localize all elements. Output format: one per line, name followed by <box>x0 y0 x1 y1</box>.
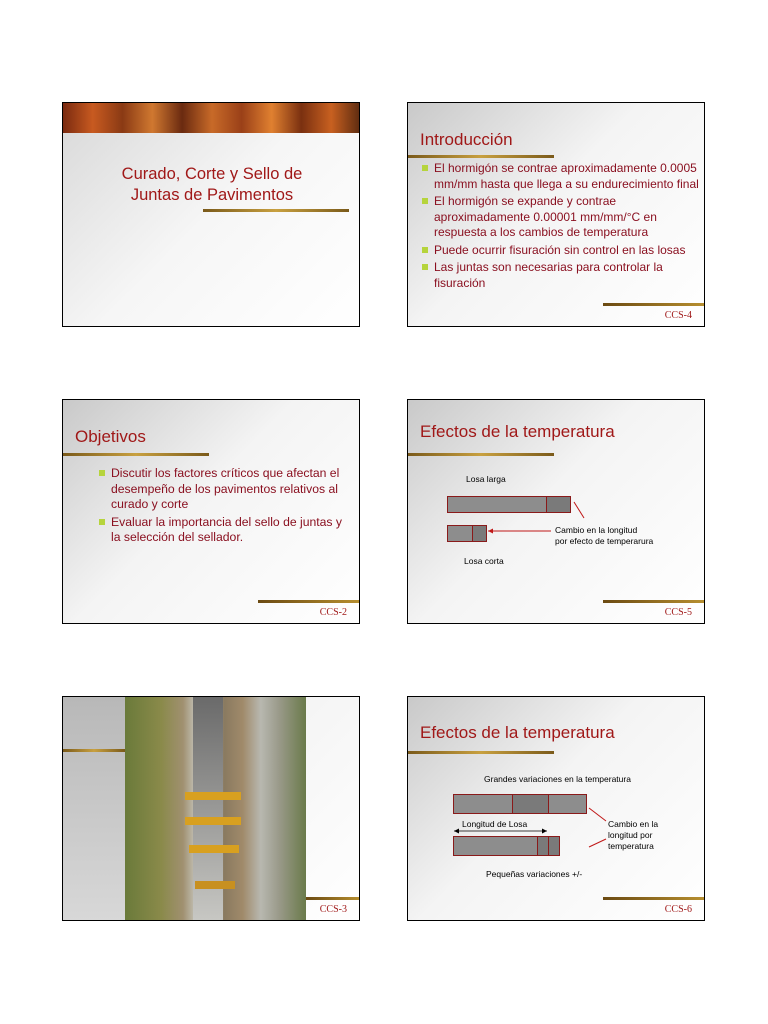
slide-3-divider <box>63 749 125 752</box>
bullet-square-icon <box>422 165 428 171</box>
paver-machine <box>195 881 235 889</box>
small-variation-expansion-mark <box>548 837 559 855</box>
bullet-text: El hormigón se expande y contrae aproximadamente 0.00001 mm/mm/°C en respuesta a los cambios de temperatura <box>434 194 657 239</box>
slide-1-divider <box>203 209 349 212</box>
bullet-item <box>422 260 700 291</box>
slide-4-footer: CCS-4 <box>664 310 692 321</box>
bullet-item <box>422 194 700 241</box>
dimension-and-pointer-arrows <box>408 697 705 921</box>
bullet-square-icon <box>422 198 428 204</box>
slide-4-divider <box>408 155 554 158</box>
slide-2-footer: CCS-2 <box>319 607 347 618</box>
slide-5-footer-line <box>603 600 705 603</box>
slide-6-title: Efectos de la temperatura <box>420 723 615 742</box>
small-variation-bar <box>453 836 560 856</box>
bullet-square-icon <box>99 519 105 525</box>
label-change-line2: por efecto de temperarura <box>555 536 654 546</box>
pointer-arrows <box>408 400 705 624</box>
bullet-square-icon <box>99 470 105 476</box>
label-slab-length: Longitud de Losa <box>462 819 528 829</box>
slide-2-bullets <box>99 466 351 548</box>
bullet-item <box>99 515 351 546</box>
slide-4-bullets <box>422 161 700 293</box>
slide-5-title: Efectos de la temperatura <box>420 422 615 441</box>
label-change-line3: temperatura <box>608 841 654 851</box>
label-long-slab: Losa larga <box>466 474 506 484</box>
slide-1 <box>62 102 360 327</box>
slide-2-footer-line <box>258 600 360 603</box>
slide-2-title: Objetivos <box>75 427 146 446</box>
bullet-item <box>422 243 700 259</box>
label-change-line2: longitud por <box>608 830 653 840</box>
label-change-length <box>555 525 653 547</box>
label-change-length <box>608 819 658 852</box>
bullet-text: Discutir los factores críticos que afectan el desempeño de los pavimentos relativos al curado y corte <box>111 466 340 511</box>
slide-1-title <box>63 164 360 206</box>
label-small-variation: Pequeñas variaciones +/- <box>486 869 583 879</box>
slide-3-left-band <box>63 697 125 921</box>
slide-1-title-line1: Curado, Corte y Sello de <box>121 165 303 183</box>
label-short-slab: Losa corta <box>464 556 504 566</box>
bullet-item <box>99 466 351 513</box>
bullet-text: Las juntas son necesarias para controlar la fisuración <box>434 260 663 290</box>
bullet-text: Evaluar la importancia del sello de juntas y la selección del sellador. <box>111 514 343 544</box>
paver-machine <box>185 792 241 800</box>
slide-4-title: Introducción <box>420 130 513 149</box>
slide-2 <box>62 399 360 624</box>
slide-3 <box>62 696 360 921</box>
slide-5 <box>407 399 705 624</box>
paver-machine <box>189 845 239 853</box>
label-change-line1: Cambio en la <box>608 819 659 829</box>
slide-2-divider <box>63 453 209 456</box>
slide-4-footer-line <box>603 303 705 306</box>
slide-6-footer-line <box>603 897 705 900</box>
label-large-variation: Grandes variaciones en la temperatura <box>484 774 631 784</box>
slide-1-banner-image <box>63 103 360 133</box>
bullet-item <box>422 161 700 192</box>
slide-3-footer: CCS-3 <box>319 904 347 915</box>
bullet-text: Puede ocurrir fisuración sin control en las losas <box>434 242 686 257</box>
slide-4 <box>407 102 705 327</box>
slide-1-title-line2: Juntas de Pavimentos <box>130 186 294 204</box>
bullet-square-icon <box>422 247 428 253</box>
bullet-square-icon <box>422 264 428 270</box>
slide-6-footer: CCS-6 <box>664 904 692 915</box>
slide-3-footer-line <box>306 897 360 900</box>
slide-5-footer: CCS-5 <box>664 607 692 618</box>
paving-photo <box>125 697 306 921</box>
bullet-text: El hormigón se contrae aproximadamente 0.0005 mm/mm hasta que llega a su endurecimiento final <box>434 161 699 191</box>
slide-6 <box>407 696 705 921</box>
paver-machine <box>185 817 241 825</box>
label-change-line1: Cambio en la longitud <box>555 525 638 535</box>
